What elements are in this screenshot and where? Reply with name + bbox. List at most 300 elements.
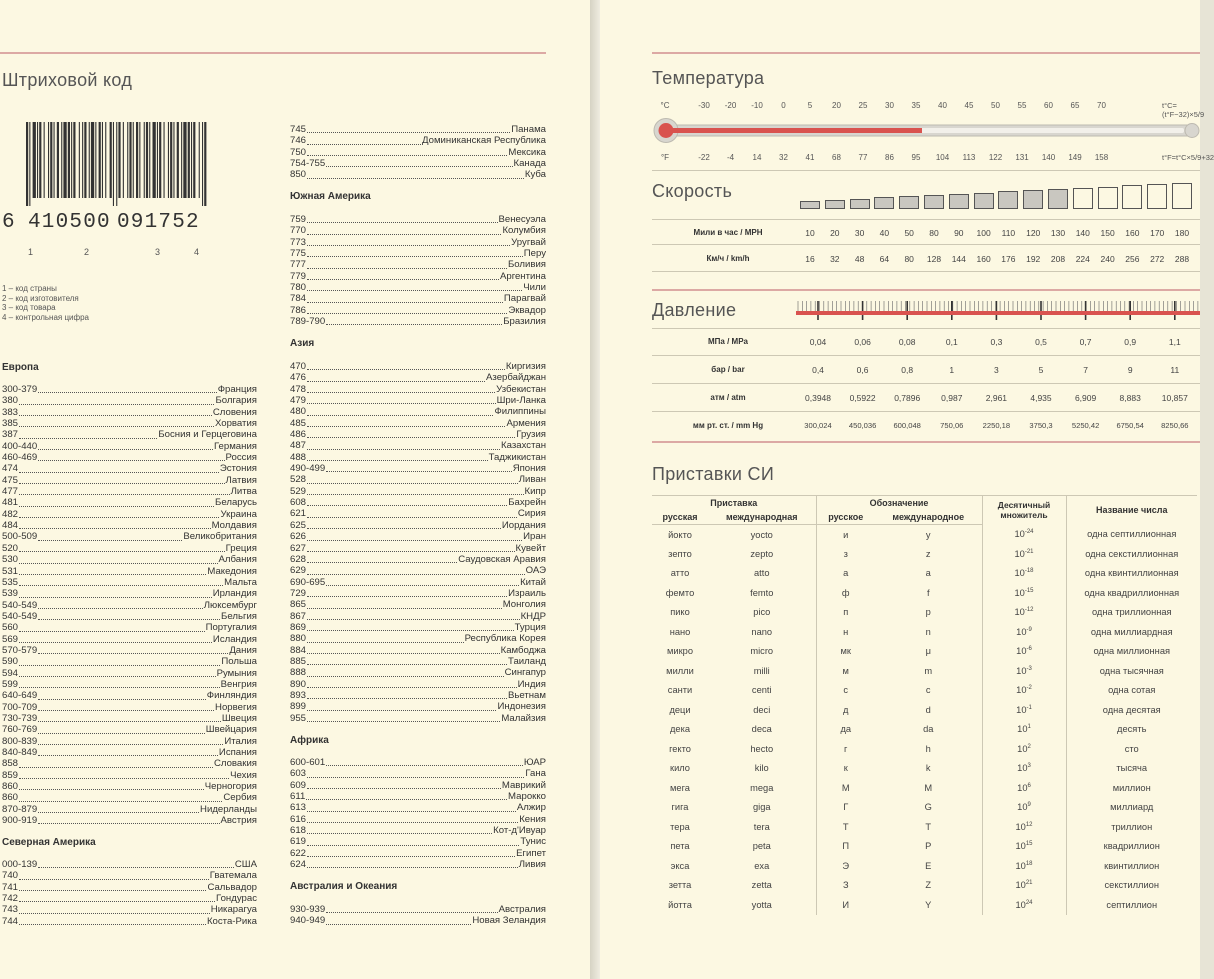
leader-dots	[326, 924, 471, 925]
country-code: 529	[290, 485, 307, 497]
celsius-tick: 25	[858, 101, 868, 110]
country-row	[2, 747, 257, 758]
country-code: 870-879	[2, 803, 38, 815]
country-name: Филиппины	[494, 406, 546, 418]
ru-prefix: кило	[670, 763, 690, 774]
fahrenheit-tick: 86	[885, 153, 894, 162]
country-name: Ирландия	[212, 588, 257, 600]
barcode-bar	[48, 122, 49, 198]
leader-dots	[307, 381, 485, 382]
south-america-list	[290, 214, 546, 327]
barcode-bar	[44, 122, 45, 198]
mph-value: 150	[1100, 228, 1115, 238]
country-row	[2, 702, 257, 713]
ru-prefix: экса	[670, 860, 690, 871]
country-code: 470	[290, 361, 307, 372]
leader-dots	[38, 755, 218, 756]
asia-list	[290, 361, 546, 724]
kmh-value: 128	[926, 254, 942, 264]
country-name: Казахстан	[501, 440, 546, 452]
country-name: Черногория	[204, 781, 257, 793]
country-code: 000-139	[2, 859, 38, 870]
barcode-bar	[183, 122, 186, 198]
intl-symbol: a	[925, 568, 931, 579]
country-row	[2, 531, 257, 542]
si-row	[652, 759, 1197, 779]
country-row	[290, 440, 546, 451]
si-prefix-table	[652, 495, 1197, 915]
leader-dots	[19, 924, 206, 925]
intl-prefix: micro	[750, 646, 774, 657]
si-row	[652, 837, 1197, 857]
barcode-label-2: 2	[84, 247, 90, 257]
leader-dots	[19, 778, 229, 779]
africa-heading: Африка	[290, 735, 329, 746]
ru-symbol: а	[816, 564, 875, 584]
leader-dots	[19, 494, 230, 495]
si-row	[652, 681, 1197, 701]
celsius-tick: 45	[964, 101, 974, 110]
pressure-value: 0,08	[898, 337, 916, 347]
country-row	[290, 588, 546, 599]
celsius-tick: 60	[1044, 101, 1053, 110]
leader-dots	[19, 404, 214, 405]
barcode-bar	[170, 122, 172, 198]
leader-dots	[307, 528, 501, 529]
country-row	[2, 770, 257, 781]
country-code: 700-709	[2, 701, 38, 713]
country-name: Боливия	[507, 259, 546, 271]
ru-prefix: санти	[667, 685, 693, 696]
formula-celsius: t°C=(t°F−32)×5/9	[1162, 101, 1205, 119]
country-name: Кипр	[524, 485, 546, 497]
country-code: 750	[290, 146, 307, 158]
leader-dots	[307, 483, 518, 484]
country-code: 780	[290, 282, 307, 294]
country-name: Австрия	[220, 815, 257, 827]
country-row	[290, 372, 546, 383]
country-row	[2, 904, 257, 915]
ru-symbol: И	[816, 895, 875, 915]
intl-prefix: deci	[753, 704, 771, 715]
speed-box	[1172, 183, 1192, 209]
kmh-value: 256	[1125, 254, 1140, 264]
leader-dots	[38, 812, 199, 813]
barcode-bar	[133, 122, 134, 198]
si-row	[652, 700, 1197, 720]
mph-value: 110	[1001, 228, 1016, 238]
exponent: 15	[1025, 841, 1033, 848]
country-name: Индия	[517, 678, 546, 690]
country-code: 600-601	[290, 757, 326, 768]
country-row	[290, 361, 546, 372]
leader-dots	[38, 653, 228, 654]
country-name: Гондурас	[216, 893, 257, 905]
country-row	[290, 384, 546, 395]
si-row	[652, 720, 1197, 740]
country-row	[290, 452, 546, 463]
country-name: Бельгия	[221, 610, 257, 622]
si-title: Приставки СИ	[652, 464, 775, 484]
fahrenheit-tick: 14	[752, 153, 762, 162]
country-code: 570-579	[2, 644, 38, 656]
country-row	[290, 768, 546, 779]
country-row	[2, 870, 257, 881]
russian-symbol-header: русское	[816, 510, 875, 525]
speed-box	[874, 197, 894, 209]
country-name: Перу	[523, 248, 546, 260]
celsius-tick: -30	[698, 101, 710, 110]
country-name: Гватемала	[209, 870, 257, 882]
leader-dots	[307, 437, 515, 438]
country-row	[290, 316, 546, 327]
ru-prefix: йокто	[668, 529, 692, 540]
country-row	[290, 520, 546, 531]
country-code: 383	[2, 406, 19, 418]
mph-value: 160	[1125, 228, 1140, 238]
country-row	[2, 543, 257, 554]
leader-dots	[19, 563, 218, 564]
country-code: 858	[2, 758, 19, 770]
speed-box	[998, 191, 1018, 209]
barcode-bar	[144, 122, 145, 198]
exponent: 9	[1027, 802, 1031, 809]
celsius-tick: 20	[832, 101, 841, 110]
number-name: одна септиллионная	[1066, 525, 1197, 545]
leader-dots	[19, 687, 220, 688]
leader-dots	[19, 665, 220, 666]
country-code: 380	[2, 395, 19, 407]
intl-prefix: femto	[750, 587, 774, 598]
si-row	[652, 895, 1197, 915]
country-code: 775	[290, 248, 307, 260]
country-row	[2, 452, 257, 463]
country-name: Шри-Ланка	[496, 395, 546, 407]
country-code: 560	[2, 622, 19, 634]
country-row	[290, 225, 546, 236]
country-name: Камбоджа	[500, 644, 546, 656]
country-code: 740	[2, 870, 19, 882]
country-row	[2, 418, 257, 429]
country-row	[290, 395, 546, 406]
country-code: 869	[290, 621, 307, 633]
leader-dots	[326, 912, 497, 913]
intl-symbol: n	[925, 626, 931, 637]
si-row	[652, 642, 1197, 662]
country-row	[290, 248, 546, 259]
fahrenheit-tick: 113	[962, 153, 976, 162]
country-code: 619	[290, 836, 307, 848]
country-code: 569	[2, 633, 19, 645]
country-name: Кения	[519, 813, 546, 825]
country-code: 930-939	[290, 904, 326, 915]
mph-value: 170	[1150, 228, 1165, 238]
barcode-bar	[136, 122, 138, 198]
country-name: Ливан	[518, 474, 546, 486]
celsius-tick: 40	[938, 101, 947, 110]
country-code: 520	[2, 542, 19, 554]
leader-dots	[38, 867, 234, 868]
country-row	[290, 780, 546, 791]
country-row	[290, 508, 546, 519]
celsius-tick: 5	[807, 101, 813, 110]
leader-dots	[19, 551, 225, 552]
country-row	[2, 645, 257, 656]
country-row	[290, 531, 546, 542]
pressure-value: 600,048	[893, 421, 921, 430]
country-name: Индонезия	[497, 701, 546, 713]
legend-line: 3 – код товара	[2, 303, 56, 312]
barcode-bar	[37, 122, 38, 198]
leader-dots	[19, 574, 206, 575]
country-row	[290, 124, 546, 135]
pressure-value: 8250,66	[1161, 421, 1189, 430]
country-code: 743	[2, 904, 19, 916]
country-name: Бразилия	[503, 316, 546, 328]
leader-dots	[307, 313, 507, 314]
fahrenheit-tick: 140	[1041, 153, 1056, 162]
si-row	[652, 856, 1197, 876]
country-name: Венгрия	[220, 678, 257, 690]
legend-line: 2 – код изготовителя	[2, 293, 79, 303]
si-row	[652, 525, 1197, 545]
country-name: Монголия	[502, 599, 546, 611]
intl-prefix: centi	[751, 685, 772, 696]
country-code: 860	[2, 792, 19, 804]
mph-label: Мили в час / MPH	[693, 228, 763, 237]
country-code: 540-549	[2, 610, 38, 622]
top-rule	[0, 52, 546, 54]
intl-prefix: peta	[752, 841, 771, 852]
country-name: Малайзия	[501, 712, 546, 724]
country-name: Италия	[224, 735, 257, 747]
prefix-header: Приставка	[652, 496, 816, 511]
country-name: Япония	[512, 463, 546, 475]
multiplier: $10^{-1}$	[982, 700, 1066, 720]
country-row	[290, 690, 546, 701]
intl-symbol: G	[924, 802, 932, 813]
leader-dots	[307, 302, 503, 303]
country-name: Доминиканская Республика	[422, 135, 546, 147]
mph-value: 120	[1026, 228, 1041, 238]
number-name: квинтиллион	[1066, 856, 1197, 876]
intl-symbol: h	[925, 743, 931, 754]
country-name: Узбекистан	[496, 383, 546, 395]
leader-dots	[19, 472, 219, 473]
multiplier: $10^{-9}$	[982, 622, 1066, 642]
kmh-value: 288	[1174, 254, 1190, 264]
intl-symbol: z	[925, 548, 931, 559]
country-name: Сербия	[223, 792, 257, 804]
fahrenheit-tick: 131	[1015, 153, 1029, 162]
country-name: Португалия	[205, 622, 257, 634]
pressure-value: 6750,54	[1116, 421, 1144, 430]
ru-prefix: мега	[670, 782, 690, 793]
leader-dots	[307, 540, 522, 541]
leader-dots	[307, 178, 524, 179]
barcode-bar	[50, 122, 52, 198]
kmh-value: 16	[805, 254, 815, 264]
country-row	[2, 781, 257, 792]
barcode-bar	[110, 122, 112, 198]
country-code: 594	[2, 667, 19, 679]
country-name: Исландия	[212, 633, 257, 645]
country-code: 629	[290, 565, 307, 577]
leader-dots	[307, 608, 502, 609]
multiplier: $10^9$	[982, 798, 1066, 818]
country-code: 484	[2, 520, 19, 532]
country-code: 590	[2, 656, 19, 668]
leader-dots	[19, 528, 211, 529]
country-row	[2, 384, 257, 395]
leader-dots	[307, 426, 505, 427]
country-row	[2, 713, 257, 724]
country-row	[290, 904, 546, 915]
mercury-column	[666, 128, 922, 133]
country-row	[290, 859, 546, 870]
mph-value: 80	[929, 228, 939, 238]
ru-symbol: Э	[816, 856, 875, 876]
country-code: 476	[290, 372, 307, 384]
country-row	[2, 859, 257, 870]
barcode-bar	[63, 122, 66, 198]
country-row	[290, 656, 546, 667]
top-rule	[652, 52, 1200, 54]
country-name: Ливия	[518, 859, 546, 871]
speed-box	[924, 195, 944, 209]
barcode-bar	[149, 122, 150, 198]
country-name: Словакия	[213, 758, 257, 770]
divider	[652, 411, 1200, 412]
country-code: 539	[2, 588, 19, 600]
intl-prefix: giga	[752, 802, 771, 813]
country-name: Молдавия	[211, 520, 257, 532]
country-code: 474	[2, 463, 19, 475]
exponent: -1	[1026, 704, 1032, 711]
country-name: Норвегия	[215, 701, 257, 713]
country-row	[290, 713, 546, 724]
ru-symbol: з	[816, 544, 875, 564]
country-name: Кот-д'Ивуар	[493, 825, 546, 837]
pressure-value: 10,857	[1161, 393, 1188, 403]
country-name: Албания	[218, 554, 257, 566]
number-name: одна квадриллионная	[1066, 583, 1197, 603]
number-name: одна десятая	[1066, 700, 1197, 720]
country-name: Швейцария	[205, 724, 257, 736]
multiplier: $10^{-12}$	[982, 603, 1066, 623]
exponent: -2	[1026, 685, 1032, 692]
barcode-bar	[146, 122, 148, 198]
country-row	[2, 611, 257, 622]
leader-dots	[326, 166, 512, 167]
africa-list	[290, 757, 546, 870]
celsius-tick: -10	[751, 101, 763, 110]
country-row	[290, 497, 546, 508]
legend-line: 1 – код страны	[2, 284, 57, 293]
celsius-unit: °C	[660, 101, 670, 110]
country-name: Тунис	[520, 836, 546, 848]
divider	[652, 170, 1200, 171]
mph-value: 100	[976, 228, 991, 238]
multiplier: $10^{21}$	[982, 876, 1066, 896]
country-name: Сальвадор	[207, 881, 257, 893]
country-code: 487	[290, 440, 307, 452]
country-row	[2, 724, 257, 735]
pressure-value: 4,935	[1030, 393, 1052, 403]
leader-dots	[19, 801, 222, 802]
country-code: 480	[290, 406, 307, 418]
country-code: 893	[290, 689, 307, 701]
kmh-value: 176	[1001, 254, 1016, 264]
country-code: 488	[290, 451, 307, 463]
country-code: 478	[290, 383, 307, 395]
leader-dots	[307, 505, 507, 506]
intl-symbol: T	[925, 821, 932, 832]
country-code: 730-739	[2, 712, 38, 724]
leader-dots	[326, 471, 511, 472]
pressure-value: 0,06	[854, 337, 871, 347]
si-row	[652, 739, 1197, 759]
pressure-value: 1	[949, 365, 955, 375]
country-code: 770	[290, 225, 307, 237]
si-row	[652, 564, 1197, 584]
country-row	[2, 882, 257, 893]
country-name: Мексика	[508, 146, 546, 158]
country-code: 613	[290, 802, 307, 814]
exponent: -12	[1024, 607, 1034, 614]
ru-prefix: пета	[670, 841, 690, 852]
europe-heading: Европа	[2, 362, 39, 373]
country-code: 900-919	[2, 815, 38, 827]
speed-box	[1147, 184, 1167, 209]
leader-dots	[307, 268, 507, 269]
country-row	[290, 611, 546, 622]
country-code: 754-755	[290, 158, 326, 170]
leader-dots	[307, 234, 501, 235]
country-code: 481	[2, 497, 19, 509]
country-row	[2, 736, 257, 747]
leader-dots	[38, 721, 221, 722]
country-code: 618	[290, 825, 307, 837]
leader-dots	[19, 901, 215, 902]
leader-dots	[19, 913, 210, 914]
section-rule	[652, 289, 1200, 291]
country-code: 599	[2, 678, 19, 690]
country-row	[2, 804, 257, 815]
exponent: 1	[1027, 724, 1031, 731]
pressure-value: 7	[1083, 365, 1088, 375]
barcode-bar	[82, 122, 83, 198]
barcode-bar	[33, 122, 36, 198]
country-row	[290, 429, 546, 440]
fahrenheit-tick: 95	[911, 153, 921, 162]
leader-dots	[19, 517, 219, 518]
si-row	[652, 798, 1197, 818]
kmh-value: 272	[1150, 254, 1165, 264]
country-name: Саудовская Аравия	[458, 553, 546, 565]
country-row	[2, 815, 257, 826]
intl-symbol: Y	[925, 899, 932, 910]
leader-dots	[307, 415, 493, 416]
divider	[652, 244, 1200, 245]
barcode-bar	[57, 122, 59, 198]
mph-value: 140	[1075, 228, 1090, 238]
ru-symbol: д	[816, 700, 875, 720]
country-row	[290, 463, 546, 474]
barcode-bar	[177, 122, 179, 198]
country-code: 625	[290, 519, 307, 531]
country-name: Литва	[230, 486, 257, 498]
